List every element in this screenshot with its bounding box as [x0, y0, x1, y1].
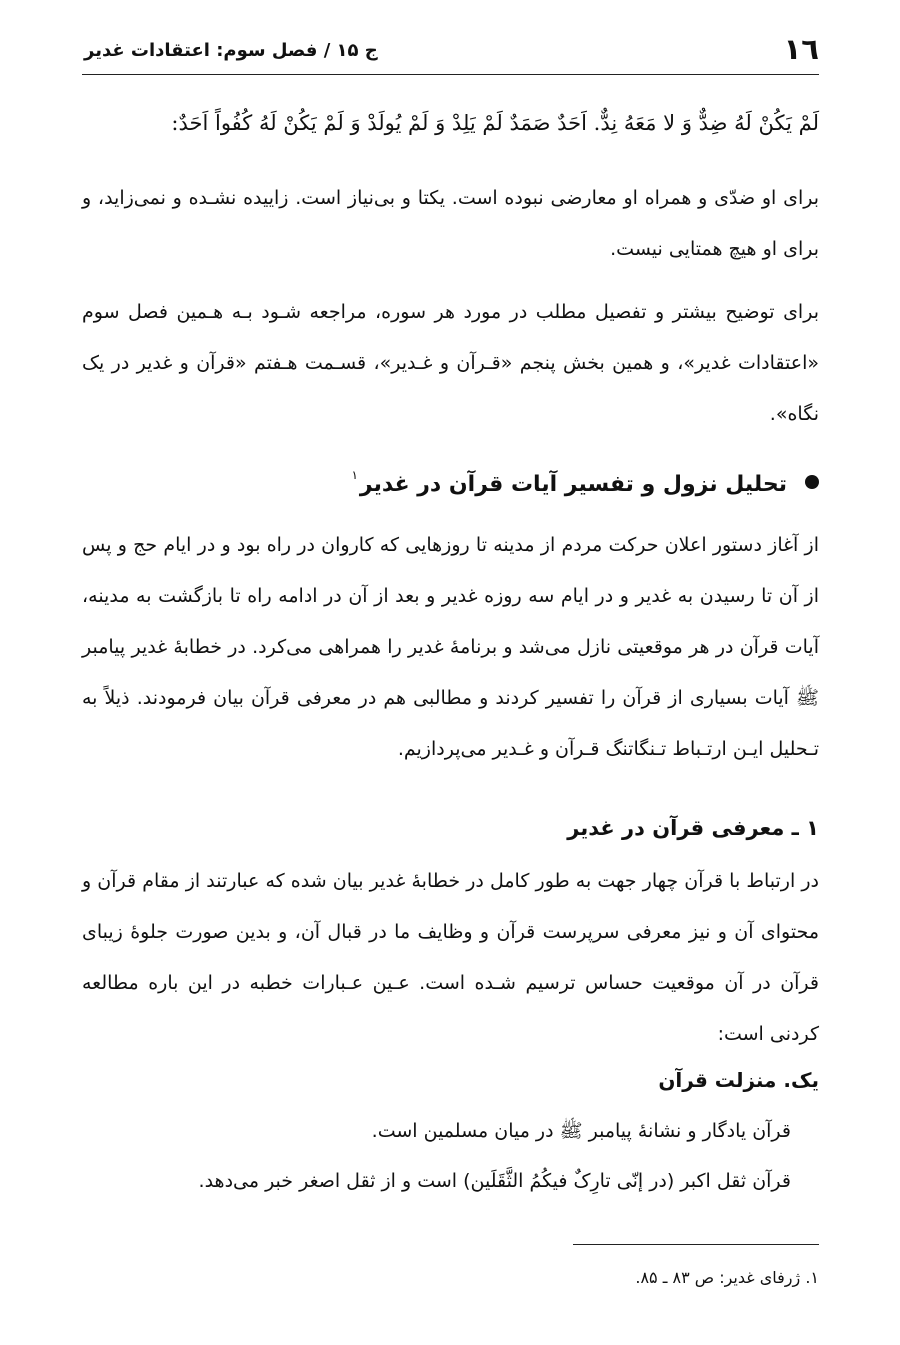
paragraph-reference: برای توضیح بیشتر و تفصیل مطلب در مورد هر سوره، مراجعه شـود بـه هـمین فصل سوم «اعتقادات غدیر»، و همین بخش پنجم «قـرآن و غـدیر»، قسـمت هـفتم «قرآن و غدیر در یک نگاه».: [82, 301, 819, 425]
footnote-rule: [573, 1244, 819, 1245]
quran-verse: لَمْ يَكُنْ لَهُ ضِدٌّ وَ لا مَعَهُ نِدٌّ. اَحَدٌ صَمَدٌ لَمْ يَلِدْ وَ لَمْ يُولَدْ وَ لَمْ يَكُنْ لَهُ كُفُواً اَحَدٌ:: [171, 111, 819, 135]
subheading-quran-status: یک. منزلت قرآن: [658, 1068, 819, 1092]
paragraph-intro: از آغاز دستور اعلان حرکت مردم از مدینه تا روزهایی که کاروان در راه بود و در ایام حج و پس از آن تا رسیدن به غدیر و در ایام سه روزه غدیر و بعد از آن در ادامه راه تا بازگشت به مدینه، آیات قرآن در هر موقعیتی نازل می‌شد و برنامهٔ غدیر را همراهی می‌کرد. در خطابهٔ غدیر پیامبر ﷺ آیات بسیاری از قرآن را تفسیر کردند و مطالبی هم در معرفی قرآن بیان فرمودند. ذیلاً به تـحلیل ایـن ارتـباط تـنگاتنگ قـرآن و غـدیر می‌پردازیم.: [82, 534, 819, 760]
section-heading-text: تحلیل نزول و تفسیر آیات قرآن در غدیر: [359, 472, 787, 497]
list-item: قرآن یادگار و نشانهٔ پیامبر ﷺ در میان مسلمین است.: [371, 1120, 791, 1142]
paragraph-verse-translation: برای او ضدّی و همراه او معارضی نبوده است. یکتا و بی‌نیاز است. زاییده نشـده و نمی‌زاید، و برای او هیچ همتایی نیست.: [82, 187, 819, 260]
bullet-icon: [805, 475, 819, 489]
section-heading: [351, 468, 819, 497]
footnote-marker: ۱: [351, 468, 358, 482]
book-page: [82, 0, 819, 1345]
paragraph-four-aspects: در ارتباط با قرآن چهار جهت به طور کامل در خطابهٔ غدیر بیان شده که عبارتند از مقام قرآن و محتوای آن و نیز معرفی سرپرست قرآن و وظایف ما در قبال آن، و بدین صورت جلوهٔ زیبای قرآن در آن موقعیت حساس ترسیم شـده است. عـین عـبارات خطبه در این باره مطالعه کردنی است:: [82, 870, 819, 1045]
header-rule: [82, 74, 819, 75]
running-title: ج ۱۵ / فصل سوم: اعتقادات غدیر: [84, 40, 378, 61]
subheading-quran-intro: ۱ ـ معرفی قرآن در غدیر: [567, 816, 819, 840]
list-item: قرآن ثقل اکبر (در إنّی تارِکٌ فیکُمُ الثَّقَلَین) است و از ثقل اصغر خبر می‌دهد.: [198, 1170, 791, 1192]
footnote: ۱. ژرفای غدیر: ص ۸۳ ـ ۸۵.: [635, 1268, 819, 1287]
page-header: [82, 28, 819, 72]
page-number: ١٦: [783, 32, 819, 66]
